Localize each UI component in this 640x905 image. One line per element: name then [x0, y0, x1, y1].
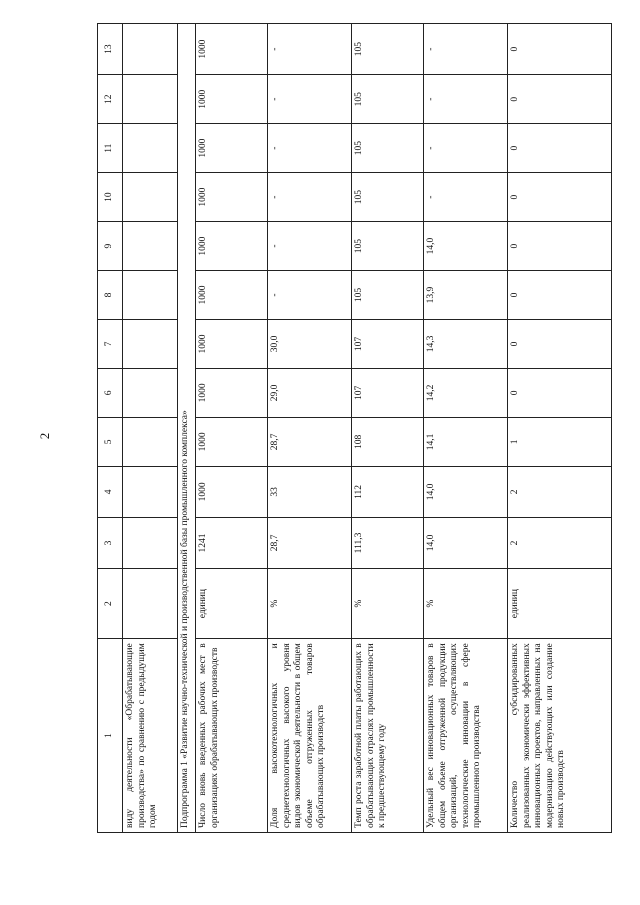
- cell: 1241: [196, 517, 268, 568]
- cell: 1000: [196, 466, 268, 517]
- cell: [123, 271, 178, 320]
- col-header: 8: [98, 271, 123, 320]
- cell: [123, 75, 178, 124]
- cell: 28,7: [268, 417, 352, 466]
- col-header: 3: [98, 517, 123, 568]
- table-row: [123, 24, 178, 833]
- indicator-desc: Удельный вес инновационных товаров в общем объеме отгруженной продукции организаций, осуществляющих технологические инновации в сфере промышленного производства: [424, 639, 508, 833]
- cell: 0: [508, 75, 612, 124]
- col-header: 7: [98, 319, 123, 368]
- col-header: 12: [98, 75, 123, 124]
- indicator-desc: виду деятельности «Обрабатывающие производства» по сравнению с предыдущим годом: [123, 639, 178, 833]
- cell: -: [268, 173, 352, 222]
- indicator-desc: Темп роста заработной платы работающих в обрабатывающих отраслях промышленности к предшествующему году: [352, 639, 424, 833]
- col-header: 6: [98, 368, 123, 417]
- cell: 28,7: [268, 517, 352, 568]
- col-header: 13: [98, 24, 123, 75]
- cell: [123, 173, 178, 222]
- cell: 14,0: [424, 517, 508, 568]
- cell: 30,0: [268, 319, 352, 368]
- cell: 1000: [196, 368, 268, 417]
- cell: -: [268, 271, 352, 320]
- cell: 14,0: [424, 222, 508, 271]
- table-row: [352, 24, 424, 833]
- cell: 0: [508, 24, 612, 75]
- column-number-row: [98, 24, 123, 833]
- indicator-desc: Число вновь введенных рабочих мест в организациях обрабатывающих производств: [196, 639, 268, 833]
- cell: [123, 417, 178, 466]
- col-header: 5: [98, 417, 123, 466]
- table-row: [268, 24, 352, 833]
- cell: -: [268, 75, 352, 124]
- cell: 0: [508, 271, 612, 320]
- cell: [123, 466, 178, 517]
- cell: %: [424, 569, 508, 639]
- cell: 2: [508, 517, 612, 568]
- col-header: 1: [98, 639, 123, 833]
- table-row: [424, 24, 508, 833]
- cell: 13,9: [424, 271, 508, 320]
- cell: -: [268, 222, 352, 271]
- cell: 105: [352, 124, 424, 173]
- rotated-table-container: [97, 23, 612, 833]
- col-header: 11: [98, 124, 123, 173]
- col-header: 2: [98, 569, 123, 639]
- cell: 105: [352, 222, 424, 271]
- cell: 1000: [196, 417, 268, 466]
- cell: 1000: [196, 124, 268, 173]
- cell: 105: [352, 173, 424, 222]
- cell: 111,3: [352, 517, 424, 568]
- cell: 1: [508, 417, 612, 466]
- cell: 1000: [196, 222, 268, 271]
- cell: 1000: [196, 173, 268, 222]
- cell: 0: [508, 222, 612, 271]
- col-header: 10: [98, 173, 123, 222]
- cell: 105: [352, 271, 424, 320]
- cell: 0: [508, 319, 612, 368]
- cell: [123, 368, 178, 417]
- cell: -: [268, 124, 352, 173]
- cell: 29,0: [268, 368, 352, 417]
- indicator-desc: Доля высокотехнологичных и среднетехнологичных высокого уровня видов экономической деятельности в общем объеме отгруженных товаров обрабатывающих производств: [268, 639, 352, 833]
- cell: 2: [508, 466, 612, 517]
- cell: единиц: [508, 569, 612, 639]
- cell: 1000: [196, 271, 268, 320]
- indicator-table: [97, 23, 612, 833]
- cell: 108: [352, 417, 424, 466]
- cell: -: [424, 124, 508, 173]
- cell: 105: [352, 24, 424, 75]
- table-row: [508, 24, 612, 833]
- cell: -: [424, 24, 508, 75]
- cell: [123, 124, 178, 173]
- subprogram-row: [178, 24, 196, 833]
- cell: [123, 222, 178, 271]
- cell: 14,2: [424, 368, 508, 417]
- indicator-desc: Количество субсидированных реализованных экономически эффективных инновационных проектов, направленных на модернизацию действующих или создание новых производств: [508, 639, 612, 833]
- cell: 0: [508, 173, 612, 222]
- page-number: 2: [37, 432, 52, 440]
- cell: 14,1: [424, 417, 508, 466]
- subprogram-title: Подпрограмма 1 «Развитие научно-технической и производственной базы промышленного комплекса»: [178, 24, 196, 833]
- cell: 14,3: [424, 319, 508, 368]
- cell: 14,0: [424, 466, 508, 517]
- cell: 0: [508, 368, 612, 417]
- cell: 107: [352, 319, 424, 368]
- cell: -: [424, 75, 508, 124]
- cell: 1000: [196, 75, 268, 124]
- cell: [123, 517, 178, 568]
- table-row: [196, 24, 268, 833]
- cell: [123, 24, 178, 75]
- cell: -: [424, 173, 508, 222]
- cell: 0: [508, 124, 612, 173]
- cell: 1000: [196, 24, 268, 75]
- cell: 33: [268, 466, 352, 517]
- cell: [123, 319, 178, 368]
- cell: 107: [352, 368, 424, 417]
- cell: 1000: [196, 319, 268, 368]
- cell: 105: [352, 75, 424, 124]
- col-header: 4: [98, 466, 123, 517]
- cell: %: [352, 569, 424, 639]
- cell: единиц: [196, 569, 268, 639]
- col-header: 9: [98, 222, 123, 271]
- cell: 112: [352, 466, 424, 517]
- cell: -: [268, 24, 352, 75]
- cell: [123, 569, 178, 639]
- cell: %: [268, 569, 352, 639]
